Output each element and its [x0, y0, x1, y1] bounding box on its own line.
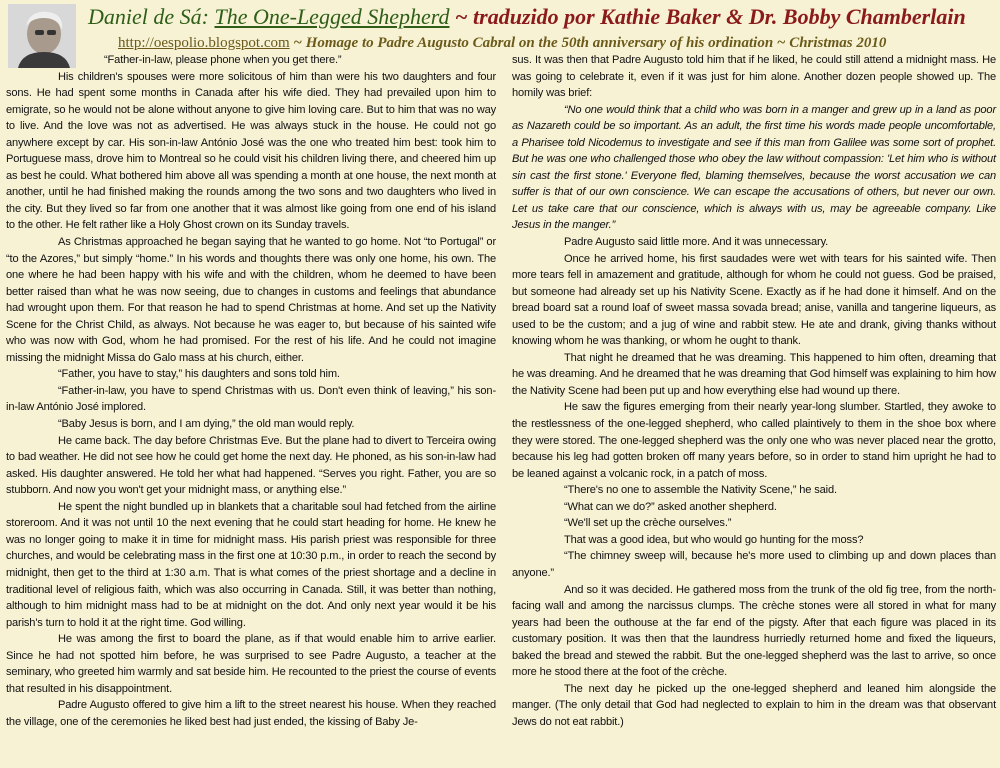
paragraph: “What can we do?” asked another shepherd.: [564, 500, 777, 513]
paragraph: sus. It was then that Padre Augusto told him that if he liked, he could still attend a midnight mass. He was going to celebrate it, even if it was just for him alone. Another dozen people showed up. The homily was brief:: [512, 54, 996, 100]
homage-line: ~ Homage to Padre Augusto Cabral on the 50th anniversary of his ordination ~ Christmas 2010: [293, 35, 887, 51]
homily-quote: “No one would think that a child who was born in a manger and grew up in a land as poor as Nazareth could be so important. As an adult, the first time his words made people uncomfortable, a Pharisee told Nicodemus to investigate and see if this man from Galilee was some sort of prophet. But he was one who challenged those who obey the law without compassion: 'Let him who is without sin cast the first stone.' Everyone fled, blaming themselves, because the worst accusation we can suffer is that of our own conscience. We can escape the accusations of others, but never our own. Let us take care that our conscience, which is always with us, may be agreeable company. Like Jesus in the manger.”: [512, 103, 996, 232]
paragraph: As Christmas approached he began saying that he wanted to go home. Not “to Portugal” or “to the Azores,” but simply “home.” In his words and thoughts there was only one home, his own. The one where he had been happy with his wife and with the children, whom he deemed to have been better raised than what he was now seeing, due to changes in customs and feelings that abundance had wrought upon them. For that reason he had to spend Christmas at home. And set up the Nativity Scene for the Christ Child, as always. Not because he was eager to, but because of his sainted wife who was now with God, whom he had promised. For the rest of his life. And he could not imagine missing the midnight Missa do Galo mass at his church, either.: [6, 236, 496, 364]
right-text-column: [512, 52, 996, 730]
paragraph: The next day he picked up the one-legged shepherd and leaned him alongside the manger. (The only detail that God had neglected to explain to him in the dream was that observant Jews do not eat rabbit.): [512, 682, 996, 728]
paragraph: “Father-in-law, you have to spend Christmas with us. Don't even think of leaving,” his son-in-law António José implored.: [6, 384, 496, 414]
paragraph: “Father, you have to stay,” his daughters and sons told him.: [58, 368, 340, 381]
paragraph: Once he arrived home, his first saudades were wet with tears for his sainted wife. Then more tears fell in amazement and gratitude, although for whom he could not guess. God be praised, but someone had already set up his Nativity Scene. Exactly as if he had done it himself. And on the bread board sat a round loaf of sweet massa sovada bread; anise, vanilla and tangerine liqueurs, as used to be the custom; and a jug of wine and rabbit stew. He ate and drank, giving thanks without knowing whom he was thanking, or whom he ought to thank.: [512, 252, 996, 348]
paragraph: “The chimney sweep will, because he's more used to climbing up and down places than anyone.”: [512, 550, 996, 579]
paragraph: He spent the night bundled up in blankets that a charitable soul had fetched from the airline storeroom. And it was not until 10 the next evening that he could start heading for home. He knew he was no longer going to make it in time for midnight mass. His parish priest was responsible for three churches, and would be celebrating mass in the first one at 10:30 p.m., in order to reach the second by midnight, then get to the third at 1:30 a.m. That is what comes of the priest shortage and a decline in traditional level of religious faith, which was also occurring in Canada. Still, it was better than nothing, although to him midnight mass had to be at midnight on the dot. And only next year would it be his parish's turn to hold it at the right time. God willing.: [6, 500, 496, 629]
paragraph: Padre Augusto said little more. And it was unnecessary.: [564, 236, 829, 249]
paragraph: Padre Augusto offered to give him a lift to the street nearest his house. When they reached the village, one of the ceremonies he liked best had just ended, the kissing of Baby Je-: [6, 699, 496, 728]
paragraph: “There's no one to assemble the Nativity Scene,” he said.: [564, 484, 837, 497]
paragraph: “Baby Jesus is born, and I am dying,” the old man would reply.: [58, 418, 355, 431]
paragraph: He saw the figures emerging from their nearly year-long slumber. Startled, they awoke to the restlessness of the one-legged shepherd, who called plaintively to them in the shoe box where they were stored. The one-legged shepherd was the only one who was never placed near the grotto, because his leg had gotten broken off many years before, so in order to stand him upright he had to be leaned against a volcanic rock, in a patch of moss.: [512, 401, 996, 480]
translator-credit: ~ traduzido por Kathie Baker & Dr. Bobby Chamberlain: [455, 4, 966, 29]
paragraph: “Father-in-law, please phone when you get there.”: [104, 54, 342, 66]
paragraph: That was a good idea, but who would go hunting for the moss?: [564, 533, 864, 546]
paragraph: That night he dreamed that he was dreaming. This happened to him often, dreaming that he was dreaming. And he dreamed that he was dreaming that God himself was explaining to him how the Nativity Scene had been put up and how everything else had wound up there.: [512, 351, 996, 397]
paragraph: He came back. The day before Christmas Eve. But the plane had to divert to Terceira owing to bad weather. He did not see how he could get home the next day. He phoned, as his son-in-law had asked. His daughter answered. He told her what had happened. “Serves you right. Father, you are so stubborn. And now you won't get your midnight mass, or anything else.”: [6, 434, 496, 497]
paragraph: “We'll set up the crèche ourselves.”: [564, 517, 732, 530]
article-subtitle: [118, 34, 998, 52]
book-title: The One-Legged Shepherd: [214, 4, 450, 29]
paragraph: His children's spouses were more solicitous of him than were his two daughters and four sons. He had spent some months in Canada after his wife died. They had prevailed upon him to emigrate, so he would not be alone without anyone to give him loving care. But to him that was no way to live. And the love was not as advertised. He was always stuck in the house. He could not go anywhere except by car. His son-in-law António José was the one who treated him best: took him to Portuguese mass, drove him to Montreal so he could visit his children living there, and cheered him up as best he could. What bothered him above all was spending a month at one house, the next month at another, until he had finished making the rounds among the two sons and two daughters who lived in the city. But they lived so far from one another that it was almost like going from one end of his island to the other. He felt rather like a Holy Ghost crown on its Sunday travels.: [6, 70, 496, 232]
left-text-column: [6, 52, 496, 730]
blog-link[interactable]: http://oespolio.blogspot.com: [118, 35, 290, 51]
paragraph: And so it was decided. He gathered moss from the trunk of the old fig tree, from the north-facing wall and among the narcissus clumps. The crèche stones were all stored in what for many years had been the outhouse at the far end of the pigsty. After that each figure was placed in its customary position. It was then that the laundress hurriedly returned home and fixed the liqueurs, baked the bread and stewed the rabbit. But the one-legged shepherd was the last to arrive, so once more he stood there at the foot of the crèche.: [512, 583, 996, 679]
article-title: [88, 4, 993, 30]
author-name: Daniel de Sá:: [88, 4, 209, 29]
paragraph: He was among the first to board the plane, as if that would enable him to arrive earlier. Since he had not spotted him before, he was surprised to see Padre Augusto, a teacher at the seminary, who greeted him warmly and sat beside him. He recounted to the priest the course of events that resulted in his disappointment.: [6, 633, 496, 695]
